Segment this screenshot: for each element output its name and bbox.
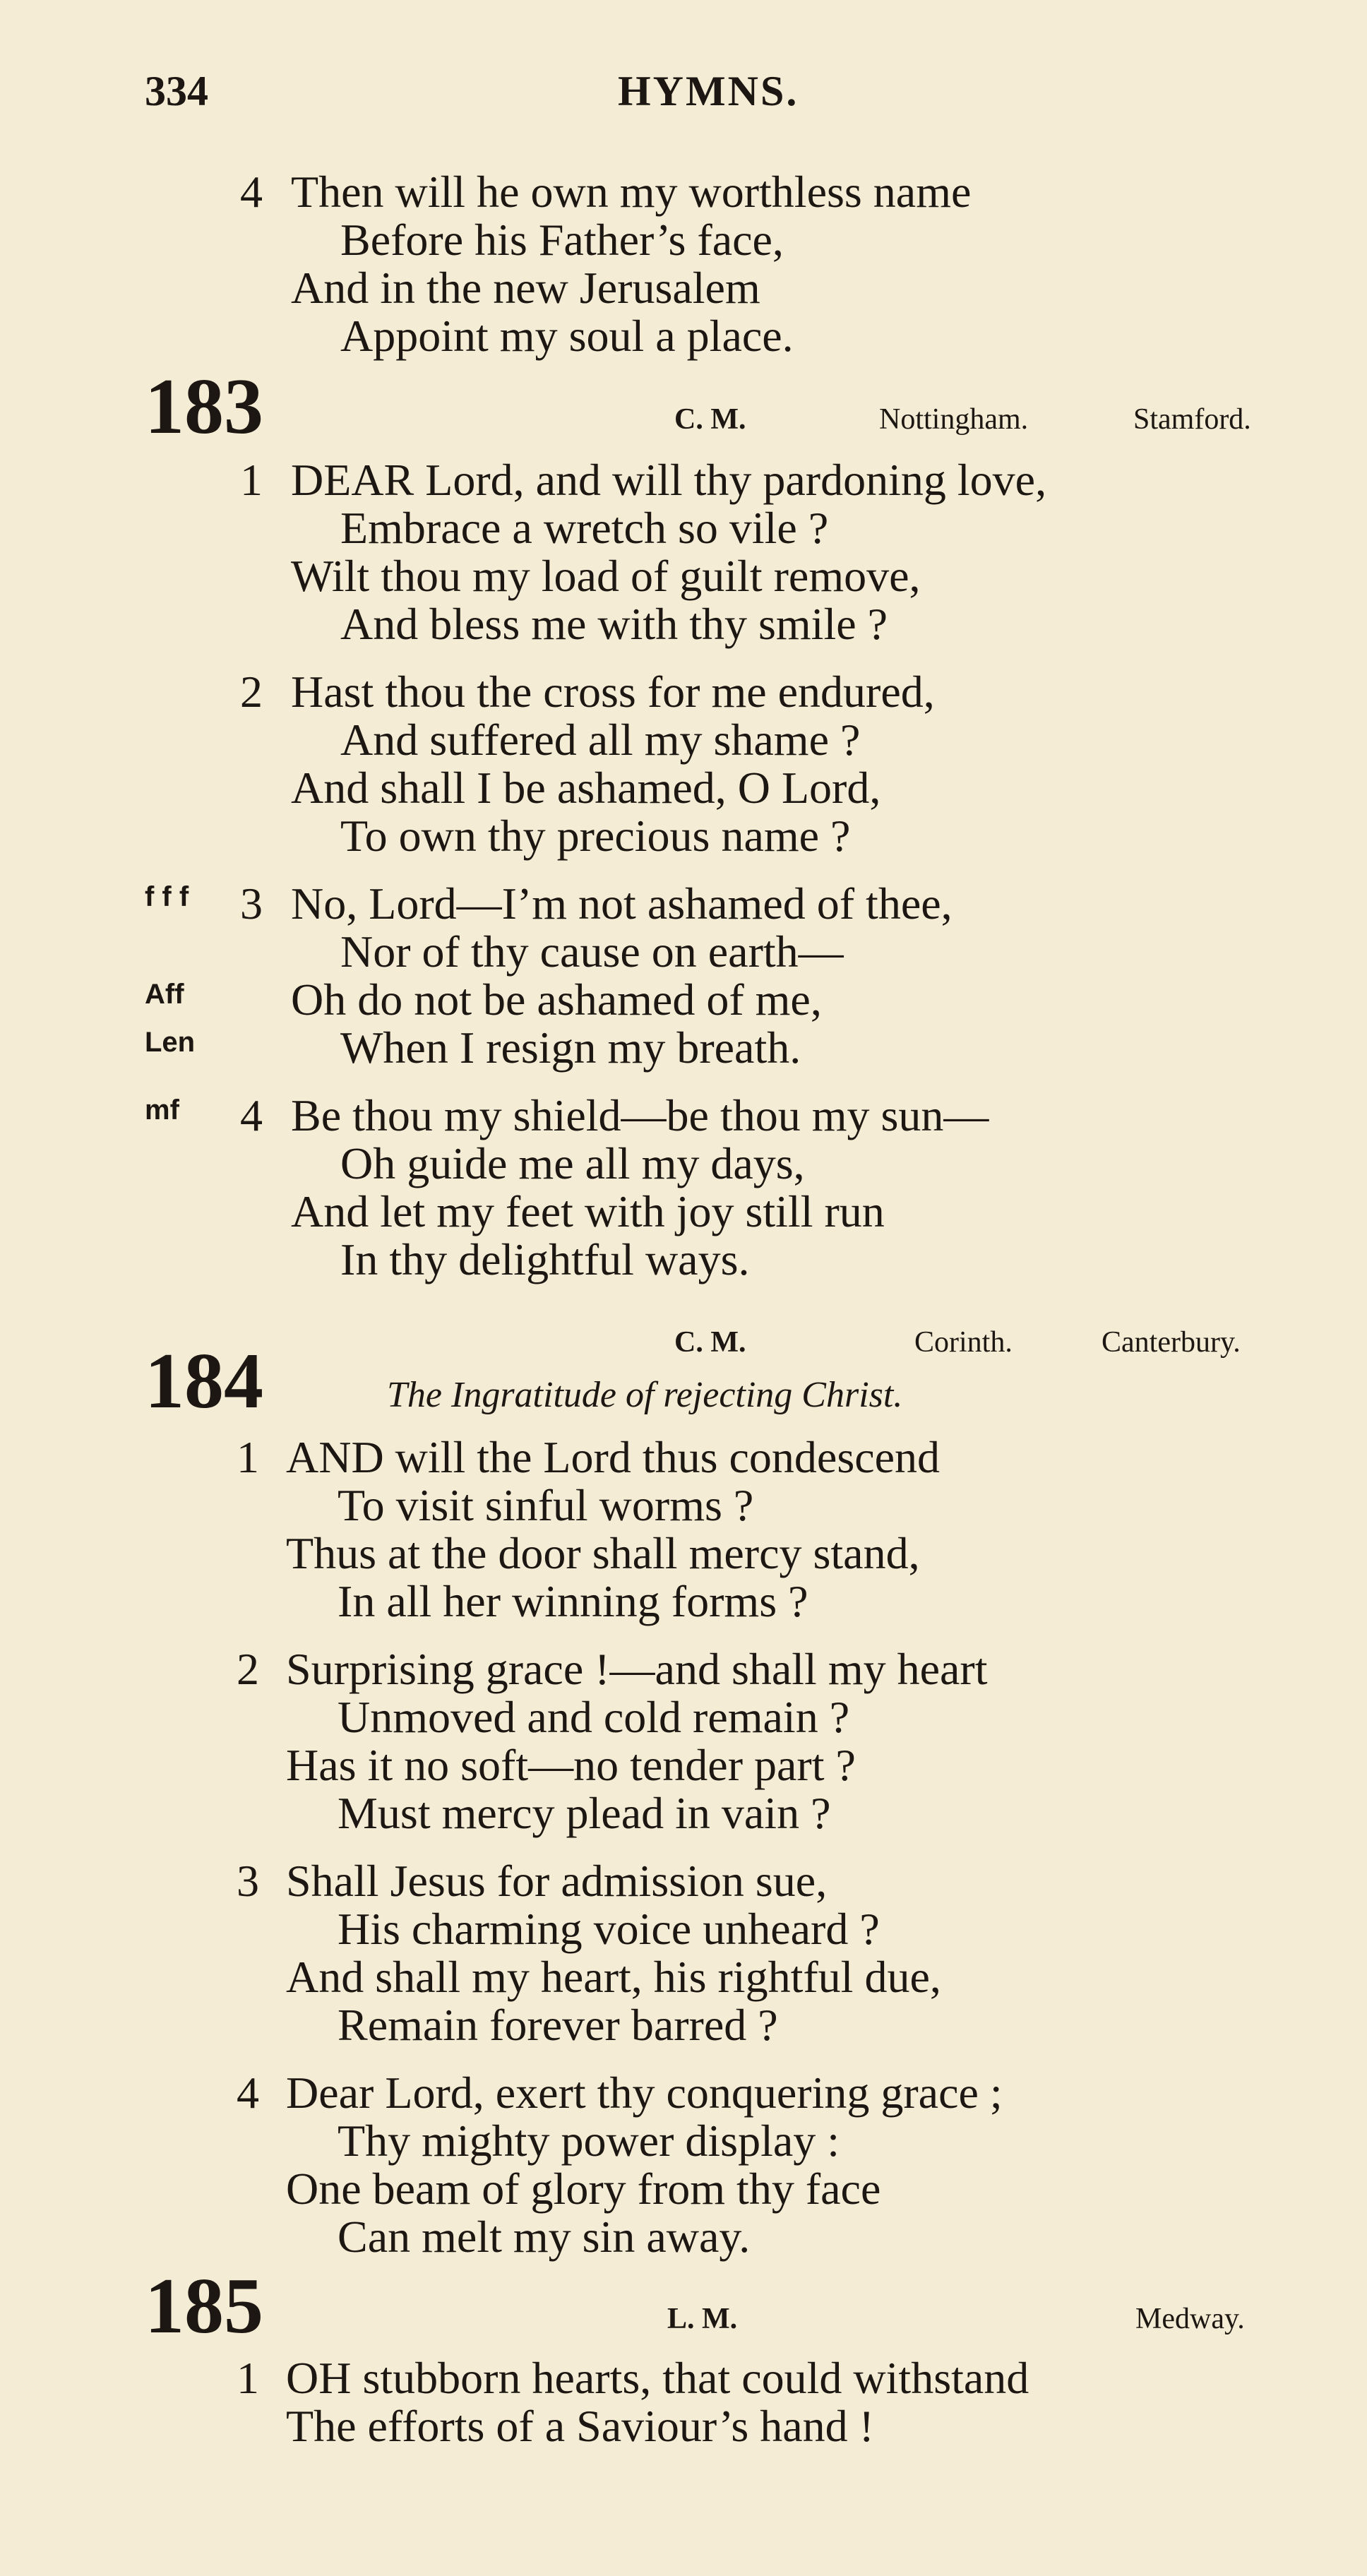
verse-number: 3	[237, 1856, 259, 1906]
verse-line: Oh guide me all my days,	[340, 1138, 805, 1188]
verse-number: 4	[240, 1090, 263, 1140]
running-title: HYMNS.	[618, 68, 799, 114]
tune-name: Medway.	[1135, 2303, 1245, 2335]
verse-line: Embrace a wretch so vile ?	[340, 503, 829, 553]
verse-line: Be thou my shield—be thou my sun—	[291, 1090, 989, 1140]
verse-line: In thy delightful ways.	[340, 1234, 750, 1284]
verse-line: Then will he own my worthless name	[291, 167, 972, 217]
verse-line: When I resign my breath.	[340, 1022, 801, 1073]
verse-number: 4	[237, 2068, 259, 2118]
verse-line: And shall my heart, his rightful due,	[286, 1952, 941, 2002]
verse-line: Surprising grace !—and shall my heart	[286, 1644, 988, 1694]
verse-number: 4	[240, 167, 263, 217]
verse-number: 1	[237, 2353, 259, 2403]
verse-number: 1	[237, 1432, 259, 1482]
page-header	[145, 67, 1303, 131]
verse-line: The efforts of a Saviour’s hand !	[286, 2401, 874, 2451]
verse-line: Must mercy plead in vain ?	[338, 1788, 831, 1838]
verse-line: And bless me with thy smile ?	[340, 599, 888, 649]
verse-number: 3	[240, 878, 263, 929]
tune-name: Corinth.	[914, 1326, 1013, 1359]
verse-line: OH stubborn hearts, that could withstand	[286, 2353, 1029, 2403]
hymn-subtitle: The Ingratitude of rejecting Christ.	[387, 1375, 903, 1415]
verse-line: Wilt thou my load of guilt remove,	[291, 551, 921, 601]
verse-line: In all her winning forms ?	[338, 1576, 808, 1626]
verse-line: Oh do not be ashamed of me,	[291, 974, 822, 1025]
tune-name: Canterbury.	[1102, 1326, 1241, 1359]
verse-line: Has it no soft—no tender part ?	[286, 1740, 856, 1790]
verse-line: Before his Father’s face,	[340, 215, 784, 265]
dynamic-mark: f f f	[145, 881, 189, 912]
verse-line: His charming voice unheard ?	[338, 1904, 880, 1954]
verse-line: AND will the Lord thus condescend	[286, 1432, 941, 1482]
verse-line: Unmoved and cold remain ?	[338, 1692, 850, 1742]
verse-line: And in the new Jerusalem	[291, 263, 760, 313]
tune-name: Stamford.	[1133, 403, 1251, 436]
verse-line: To visit sinful worms ?	[338, 1480, 754, 1530]
hymn-meter: L. M.	[667, 2303, 738, 2335]
verse-line: Shall Jesus for admission sue,	[286, 1856, 828, 1906]
verse-line: Hast thou the cross for me endured,	[291, 667, 935, 717]
dynamic-mark: mf	[145, 1095, 179, 1126]
verse-number: 1	[240, 455, 263, 505]
verse-line: To own thy precious name ?	[340, 811, 851, 861]
hymn-number: 185	[145, 2262, 263, 2350]
verse-line: And let my feet with joy still run	[291, 1186, 885, 1236]
verse-line: Thus at the door shall mercy stand,	[286, 1528, 920, 1578]
verse-line: DEAR Lord, and will thy pardoning love,	[291, 455, 1047, 505]
hymn-number: 183	[145, 363, 263, 451]
verse-number: 2	[237, 1644, 259, 1694]
tune-name: Nottingham.	[879, 403, 1029, 436]
hymn-meter: C. M.	[674, 1326, 746, 1359]
verse-line: No, Lord—I’m not ashamed of thee,	[291, 878, 953, 929]
verse-line: And shall I be ashamed, O Lord,	[291, 763, 881, 813]
page-number: 334	[145, 68, 208, 114]
hymn-number: 184	[145, 1337, 263, 1425]
verse-line: Appoint my soul a place.	[340, 311, 794, 361]
verse-line: One beam of glory from thy face	[286, 2164, 881, 2214]
dynamic-mark: Aff	[145, 979, 184, 1010]
verse-line: And suffered all my shame ?	[340, 715, 861, 765]
verse-number: 2	[240, 667, 263, 717]
verse-line: Can melt my sin away.	[338, 2212, 751, 2262]
verse-line: Dear Lord, exert thy conquering grace ;	[286, 2068, 1003, 2118]
verse-line: Thy mighty power display :	[338, 2116, 840, 2166]
verse-line: Remain forever barred ?	[338, 2000, 778, 2050]
hymn-meter: C. M.	[674, 403, 746, 436]
verse-line: Nor of thy cause on earth—	[340, 926, 844, 977]
dynamic-mark: Len	[145, 1027, 196, 1058]
